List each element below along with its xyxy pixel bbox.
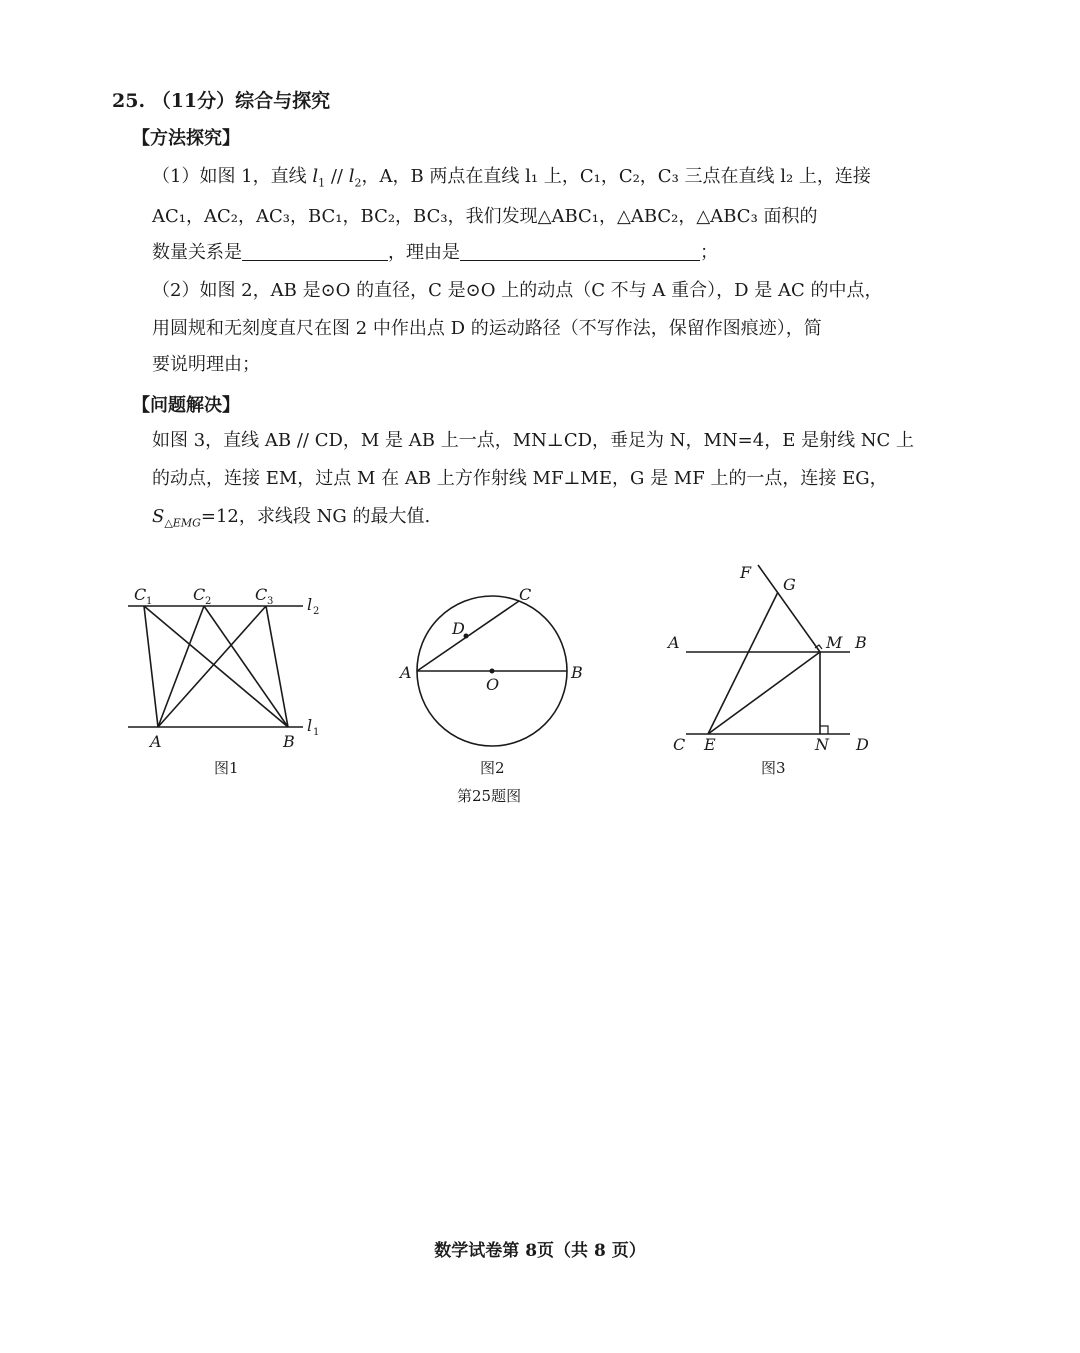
label-D: D bbox=[856, 735, 869, 754]
figure-2-caption: 图2 bbox=[480, 759, 505, 777]
label-O: O bbox=[486, 675, 500, 694]
label-C1: C bbox=[134, 585, 147, 604]
part2-text-1: 如图 2，AB 是⊙O 的直径，C 是⊙O 上的动点（C 不与 A 重合），D 是 AC 的中点， bbox=[199, 280, 883, 301]
section-problem-heading: 【问题解决】 bbox=[132, 395, 240, 416]
label-B: B bbox=[283, 732, 295, 751]
label-B: B bbox=[855, 633, 867, 652]
label-B: B bbox=[571, 663, 583, 682]
figure-group-caption: 第25题图 bbox=[457, 787, 522, 805]
figure-1-labels bbox=[134, 585, 319, 751]
label-G: G bbox=[783, 575, 796, 594]
label-A: A bbox=[400, 663, 412, 682]
line-l2-subscript: 2 bbox=[354, 176, 362, 190]
part1-semicolon: ； bbox=[700, 242, 718, 263]
label-C: C bbox=[519, 585, 532, 604]
part2-line2: 用圆规和无刻度直尺在图 2 中作出点 D 的运动路径（不写作法，保留作图痕迹），简 bbox=[152, 318, 822, 339]
label-D: D bbox=[452, 619, 465, 638]
label-l1: l bbox=[307, 716, 313, 735]
area-symbol: S bbox=[152, 506, 165, 527]
section-method-heading: 【方法探究】 bbox=[132, 128, 240, 149]
part2-line3: 要说明理由； bbox=[152, 354, 260, 375]
figure-2-labels bbox=[398, 585, 583, 694]
segment-AC3 bbox=[158, 606, 266, 727]
line-l1-symbol: l bbox=[312, 166, 319, 187]
parallel-symbol: // bbox=[325, 166, 349, 187]
figure-3-caption: 图3 bbox=[761, 759, 786, 777]
label-C1-sub: 1 bbox=[146, 596, 153, 607]
label-M: M bbox=[826, 633, 843, 652]
part3-line2: 的动点，连接 EM，过点 M 在 AB 上方作射线 MF⊥ME，G 是 MF 上的一点，连接 EG， bbox=[152, 468, 888, 489]
figure-1-caption: 图1 bbox=[214, 759, 239, 777]
label-C3-sub: 3 bbox=[267, 596, 274, 607]
part1-label: （1） bbox=[152, 166, 200, 187]
label-C2: C bbox=[193, 585, 206, 604]
label-C: C bbox=[673, 735, 686, 754]
part1-reason-prompt: ，理由是 bbox=[388, 242, 460, 263]
label-l2-sub: 2 bbox=[313, 606, 320, 617]
part1-text-b: ，A，B 两点在直线 l₁ 上，C₁，C₂，C₃ 三点在直线 l₂ 上，连接 bbox=[361, 166, 871, 187]
segment-BC3 bbox=[266, 606, 288, 727]
segment-AC1 bbox=[144, 606, 158, 727]
part1-text-a: 如图 1，直线 bbox=[199, 166, 313, 187]
label-C2-sub: 2 bbox=[205, 596, 212, 607]
part3-line1: 如图 3，直线 AB // CD，M 是 AB 上一点，MN⊥CD，垂足为 N，MN=4，E 是射线 NC 上 bbox=[152, 430, 915, 451]
page-footer: 数学试卷第 8页（共 8 页） bbox=[434, 1241, 646, 1261]
label-A: A bbox=[150, 732, 162, 751]
part2-label: （2） bbox=[152, 280, 200, 301]
label-N: N bbox=[815, 735, 829, 754]
right-angle-N bbox=[820, 726, 828, 734]
part1-line2: AC₁，AC₂，AC₃，BC₁，BC₂，BC₃，我们发现△ABC₁，△ABC₂，△ABC₃ 面积的 bbox=[152, 206, 818, 227]
segment-EM bbox=[708, 652, 820, 734]
line-l1-subscript: 1 bbox=[318, 176, 326, 190]
label-l1-sub: 1 bbox=[313, 727, 320, 738]
question-score: （11分） bbox=[151, 90, 236, 112]
part1-relation-prompt: 数量关系是 bbox=[152, 242, 242, 263]
figure-1 bbox=[128, 606, 303, 727]
question-topic: 综合与探究 bbox=[235, 90, 331, 112]
label-A: A bbox=[668, 633, 680, 652]
question-number: 25. bbox=[112, 90, 146, 112]
label-F: F bbox=[740, 563, 752, 582]
label-l2: l bbox=[307, 595, 313, 614]
part3-text-rest: =12，求线段 NG 的最大值. bbox=[200, 506, 431, 527]
segment-EG bbox=[708, 592, 778, 734]
line-l2-symbol: l bbox=[348, 166, 355, 187]
area-subscript: △EMG bbox=[164, 516, 201, 530]
figure-3-labels bbox=[666, 563, 869, 754]
label-C3: C bbox=[255, 585, 268, 604]
label-E: E bbox=[704, 735, 716, 754]
point-O bbox=[490, 669, 495, 674]
